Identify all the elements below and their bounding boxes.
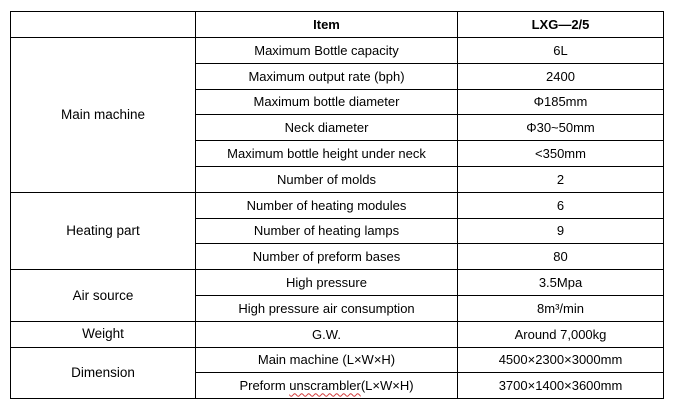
table-row — [11, 38, 664, 64]
category-dimension: Dimension — [11, 347, 196, 399]
item-cell: Number of heating modules — [196, 192, 458, 218]
item-prefix: Preform — [239, 378, 290, 394]
category-air-source: Air source — [11, 270, 196, 322]
value-cell: 80 — [458, 244, 664, 270]
value-cell: 9 — [458, 218, 664, 244]
category-main-machine: Main machine — [11, 38, 196, 193]
item-cell — [196, 373, 458, 399]
value-cell: 3700×1400×3600mm — [458, 373, 664, 399]
header-category-cell — [11, 12, 196, 38]
value-cell: 3.5Mpa — [458, 270, 664, 296]
value-cell: Φ185mm — [458, 89, 664, 115]
item-suffix: (L×W×H) — [360, 378, 414, 394]
value-cell: 2 — [458, 166, 664, 192]
item-cell: Maximum output rate (bph) — [196, 63, 458, 89]
item-cell: High pressure air consumption — [196, 295, 458, 321]
item-cell: Maximum Bottle capacity — [196, 38, 458, 64]
item-cell: G.W. — [196, 321, 458, 347]
value-cell: 8m³/min — [458, 295, 664, 321]
spec-table — [10, 11, 664, 399]
item-cell: Number of molds — [196, 166, 458, 192]
table-header-row — [11, 12, 664, 38]
item-cell: Maximum bottle height under neck — [196, 141, 458, 167]
value-cell: Around 7,000kg — [458, 321, 664, 347]
value-cell: Φ30~50mm — [458, 115, 664, 141]
header-item-cell: Item — [196, 12, 458, 38]
category-weight: Weight — [11, 321, 196, 347]
value-cell: 2400 — [458, 63, 664, 89]
category-heating-part: Heating part — [11, 192, 196, 269]
item-cell: Number of heating lamps — [196, 218, 458, 244]
header-model-cell: LXG—2/5 — [458, 12, 664, 38]
item-cell: Neck diameter — [196, 115, 458, 141]
spellcheck-underlined-word: unscrambler — [289, 378, 361, 394]
value-cell: <350mm — [458, 141, 664, 167]
table-row — [11, 347, 664, 373]
item-cell: Number of preform bases — [196, 244, 458, 270]
value-cell: 4500×2300×3000mm — [458, 347, 664, 373]
item-cell: High pressure — [196, 270, 458, 296]
item-cell: Maximum bottle diameter — [196, 89, 458, 115]
value-cell: 6L — [458, 38, 664, 64]
item-cell: Main machine (L×W×H) — [196, 347, 458, 373]
table-row — [11, 321, 664, 347]
table-row — [11, 192, 664, 218]
value-cell: 6 — [458, 192, 664, 218]
table-row — [11, 270, 664, 296]
